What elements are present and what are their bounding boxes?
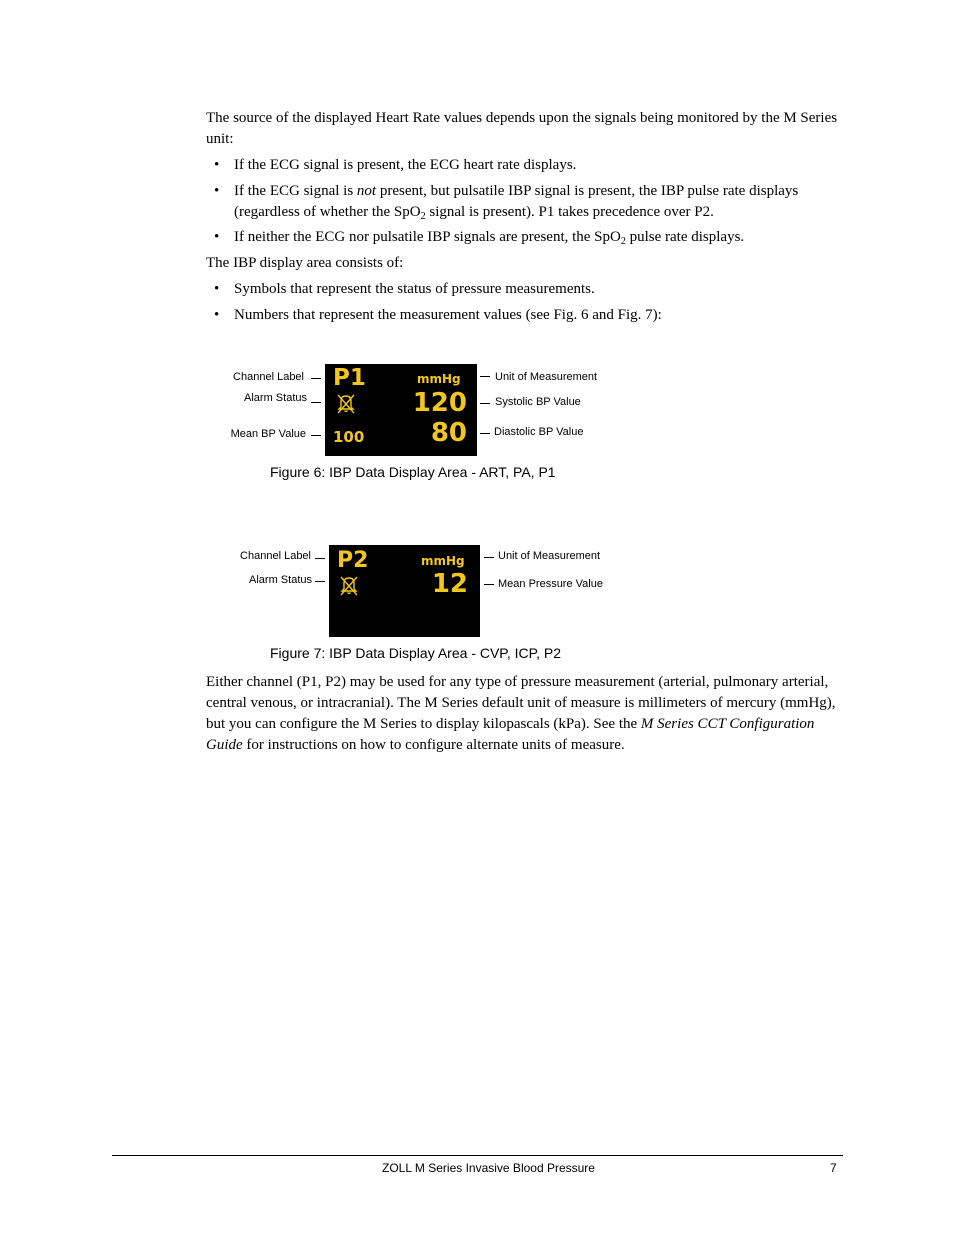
- intro-paragraph: The source of the displayed Heart Rate values depends upon the signals being monitored by the M Series unit:: [206, 110, 838, 147]
- systolic-value: 120: [412, 388, 467, 418]
- alarm-off-bell-icon: [336, 393, 356, 415]
- callout-leader: [311, 435, 321, 436]
- callout-systolic: Systolic BP Value: [495, 396, 581, 408]
- diastolic-value: 80: [430, 418, 467, 448]
- callout-channel-label: Channel Label: [240, 550, 311, 562]
- bullet-dot: •: [214, 307, 220, 323]
- list-item: • If the ECG signal is not present, but pulsatile IBP signal is present, the IBP pulse rate displays (regardless of whether the SpO$_2$ signal is present). P1 takes precedence over P2.: [214, 183, 799, 222]
- mean-value: 12: [431, 569, 468, 599]
- callout-leader: [480, 433, 490, 434]
- callout-leader: [315, 558, 325, 559]
- callout-unit: Unit of Measurement: [495, 371, 598, 383]
- callout-mean-pressure: Mean Pressure Value: [498, 578, 603, 590]
- figure-6-caption: Figure 6: IBP Data Display Area - ART, PA, P1: [270, 464, 556, 480]
- list-item: • Numbers that represent the measurement values (see Fig. 6 and Fig. 7):: [214, 305, 834, 326]
- list-item: • Symbols that represent the status of pressure measurements.: [214, 279, 834, 300]
- callout-leader: [480, 403, 490, 404]
- callout-alarm-status: Alarm Status: [249, 574, 312, 586]
- callout-alarm-status: Alarm Status: [244, 392, 307, 404]
- callout-channel-label: Channel Label: [233, 371, 304, 383]
- ibp-display-p2: [329, 545, 480, 637]
- unit-label: mmHg: [417, 372, 461, 386]
- callout-diastolic: Diastolic BP Value: [494, 426, 584, 438]
- callout-leader: [480, 376, 490, 377]
- alarm-off-bell-icon: [339, 575, 359, 597]
- bullet-dot: •: [214, 281, 220, 297]
- channel-label: P2: [337, 548, 369, 573]
- callout-leader: [484, 557, 494, 558]
- callout-mean-bp: Mean BP Value: [230, 428, 306, 440]
- mean-value: 100: [333, 428, 365, 446]
- footer-title: ZOLL M Series Invasive Blood Pressure: [382, 1161, 595, 1175]
- callout-leader: [311, 378, 321, 379]
- bullet-dot: •: [214, 183, 220, 199]
- unit-label: mmHg: [421, 554, 465, 568]
- bullet-dot: •: [214, 157, 220, 173]
- callout-unit: Unit of Measurement: [498, 550, 601, 562]
- callout-leader: [315, 581, 325, 582]
- bullet-dot: •: [214, 229, 220, 245]
- closing-paragraph: Either channel (P1, P2) may be used for any type of pressure measurement (arterial, pulmonary arterial, central venous, or intracranial). The M Series default unit of measure is millimeters of mercury (mmHg), but you can configure the M Series to display kilopascals (kPa). See the M Series CCT Configuration Guide for instructions on how to configure alternate units of measure.: [206, 674, 836, 753]
- list-item: • If neither the ECG nor pulsatile IBP signals are present, the SpO$_2$ pulse rate displays.: [214, 229, 745, 247]
- callout-leader: [484, 584, 494, 585]
- callout-leader: [311, 402, 321, 403]
- ibp-intro-paragraph: The IBP display area consists of:: [206, 255, 404, 271]
- footer-rule: [112, 1155, 843, 1156]
- ibp-display-p1: [325, 364, 477, 456]
- figure-7-caption: Figure 7: IBP Data Display Area - CVP, ICP, P2: [270, 645, 562, 661]
- page-number: 7: [830, 1161, 837, 1175]
- list-item: • If the ECG signal is present, the ECG heart rate displays.: [214, 155, 834, 176]
- channel-label: P1: [333, 365, 366, 391]
